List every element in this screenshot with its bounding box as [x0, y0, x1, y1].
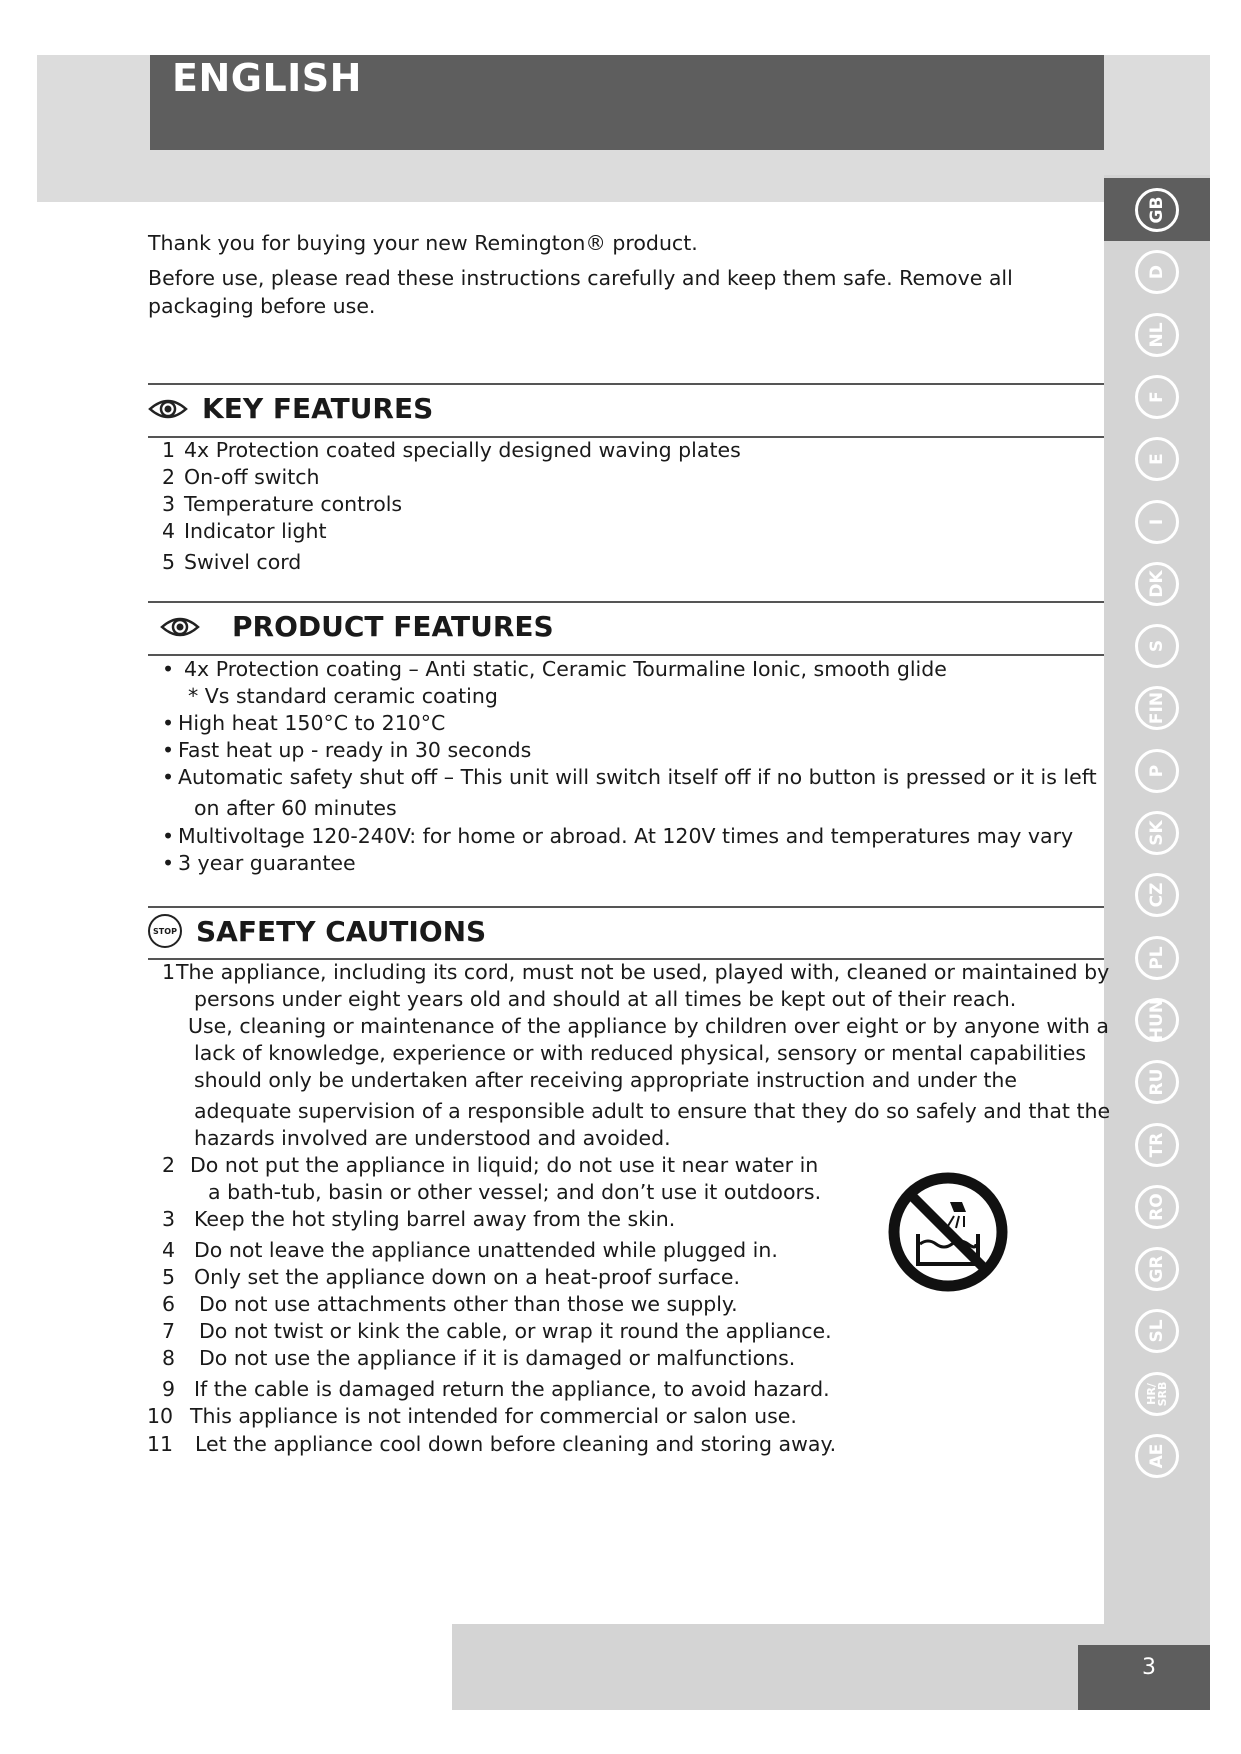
list-item: 11 Let the appliance cool down before cleaning and storing away. — [147, 1432, 837, 1456]
eye-icon — [148, 397, 188, 421]
language-code: HR/ SRB — [1135, 1372, 1179, 1416]
list-item: 10 This appliance is not intended for commercial or salon use. — [147, 1404, 797, 1428]
list-item: adequate supervision of a responsible adult to ensure that they do so safely and that the — [194, 1099, 1111, 1123]
intro-before-use: Before use, please read these instructions carefully and keep them safe. Remove all packaging before use. — [148, 266, 1013, 318]
language-tab-cz[interactable] — [1104, 863, 1210, 926]
language-tab-ro[interactable] — [1104, 1175, 1210, 1238]
key-features-title: KEY FEATURES — [202, 392, 434, 425]
language-code: E — [1135, 437, 1179, 481]
key-features-heading — [148, 392, 433, 425]
safety-cautions-title: SAFETY CAUTIONS — [196, 914, 487, 948]
language-tab-p[interactable] — [1104, 739, 1210, 802]
list-item: should only be undertaken after receiving appropriate instruction and under the — [194, 1068, 1018, 1092]
language-code: FIN — [1135, 686, 1179, 730]
section-divider — [148, 601, 1104, 603]
language-code: GR — [1135, 1247, 1179, 1291]
list-item: • 4x Protection coating – Anti static, Ceramic Tourmaline Ionic, smooth glide — [162, 657, 947, 681]
section-divider — [148, 383, 1104, 385]
no-water-warning-icon — [888, 1172, 1008, 1292]
language-code: D — [1135, 250, 1179, 294]
language-tab-sk[interactable] — [1104, 801, 1210, 864]
language-code: RO — [1135, 1185, 1179, 1229]
language-code: CZ — [1135, 873, 1179, 917]
language-code: PL — [1135, 936, 1179, 980]
language-code: RU — [1135, 1060, 1179, 1104]
language-tab-hun[interactable] — [1104, 988, 1210, 1051]
list-item: a bath-tub, basin or other vessel; and don’t use it outdoors. — [208, 1180, 822, 1204]
list-item: 7 Do not twist or kink the cable, or wrap it round the appliance. — [162, 1319, 832, 1343]
list-item: • Automatic safety shut off – This unit will switch itself off if no button is pressed or it is left — [162, 765, 1097, 789]
list-item: 8 Do not use the appliance if it is damaged or malfunctions. — [162, 1346, 796, 1370]
language-tab-hrsrb[interactable] — [1104, 1362, 1210, 1425]
language-tab-fin[interactable] — [1104, 676, 1210, 739]
list-item: • High heat 150°C to 210°C — [162, 711, 446, 735]
language-tab-dk[interactable] — [1104, 552, 1210, 615]
list-item: 4 Do not leave the appliance unattended while plugged in. — [162, 1238, 778, 1262]
list-item: 2 Do not put the appliance in liquid; do not use it near water in — [162, 1153, 819, 1177]
list-item: lack of knowledge, experience or with reduced physical, sensory or mental capabilities — [194, 1041, 1087, 1065]
product-features-heading — [160, 610, 554, 643]
language-code: TR — [1135, 1123, 1179, 1167]
language-code: NL — [1135, 313, 1179, 357]
list-item: • Multivoltage 120-240V: for home or abroad. At 120V times and temperatures may vary — [162, 824, 1074, 848]
language-tab-tr[interactable] — [1104, 1113, 1210, 1176]
language-code: DK — [1135, 562, 1179, 606]
language-code: F — [1135, 375, 1179, 419]
list-item: 9 If the cable is damaged return the appliance, to avoid hazard. — [162, 1377, 830, 1401]
list-item: 4 Indicator light — [162, 519, 327, 543]
list-item: 2 On-off switch — [162, 465, 320, 489]
product-features-title: PRODUCT FEATURES — [232, 610, 554, 643]
language-tab-nl[interactable] — [1104, 303, 1210, 366]
language-tab-s[interactable] — [1104, 614, 1210, 677]
list-item: 1The appliance, including its cord, must not be used, played with, cleaned or maintained by — [162, 960, 1110, 984]
list-item: persons under eight years old and should at all times be kept out of their reach. — [194, 987, 1017, 1011]
section-divider — [148, 906, 1104, 908]
language-tab-gr[interactable] — [1104, 1237, 1210, 1300]
list-item: hazards involved are understood and avoided. — [194, 1126, 671, 1150]
list-item: Use, cleaning or maintenance of the appliance by children over eight or by anyone with a — [188, 1014, 1109, 1038]
list-item: • Fast heat up - ready in 30 seconds — [162, 738, 532, 762]
language-tab-e[interactable] — [1104, 427, 1210, 490]
intro-thanks: Thank you for buying your new Remington® product. — [148, 231, 698, 255]
list-item: 6 Do not use attachments other than those we supply. — [162, 1292, 738, 1316]
language-code: P — [1135, 749, 1179, 793]
list-item: on after 60 minutes — [194, 796, 397, 820]
language-code: SL — [1135, 1309, 1179, 1353]
eye-icon — [160, 615, 200, 639]
page-title: ENGLISH — [172, 56, 362, 100]
language-code: S — [1135, 624, 1179, 668]
language-code: GB — [1135, 188, 1179, 232]
language-code: AE — [1135, 1434, 1179, 1478]
list-item: 3 Temperature controls — [162, 492, 403, 516]
language-tab-i[interactable] — [1104, 490, 1210, 553]
language-tab-sl[interactable] — [1104, 1299, 1210, 1362]
language-tab-f[interactable] — [1104, 365, 1210, 428]
safety-cautions-heading — [148, 914, 486, 948]
language-tab-d[interactable] — [1104, 240, 1210, 303]
list-item: 5 Only set the appliance down on a heat-proof surface. — [162, 1265, 741, 1289]
language-tab-ae[interactable] — [1104, 1424, 1210, 1487]
language-tab-ru[interactable] — [1104, 1050, 1210, 1113]
language-tab-pl[interactable] — [1104, 926, 1210, 989]
language-code: I — [1135, 500, 1179, 544]
language-code: SK — [1135, 811, 1179, 855]
language-tab-gb[interactable] — [1104, 178, 1210, 241]
list-item: • 3 year guarantee — [162, 851, 356, 875]
page-number: 3 — [1078, 1645, 1210, 1710]
language-code: HUN — [1135, 998, 1179, 1042]
list-item: * Vs standard ceramic coating — [188, 684, 498, 708]
list-item: 3 Keep the hot styling barrel away from the skin. — [162, 1207, 676, 1231]
stop-icon: STOP — [148, 914, 182, 948]
list-item: 1 4x Protection coated specially designed waving plates — [162, 438, 741, 462]
list-item: 5 Swivel cord — [162, 550, 302, 574]
